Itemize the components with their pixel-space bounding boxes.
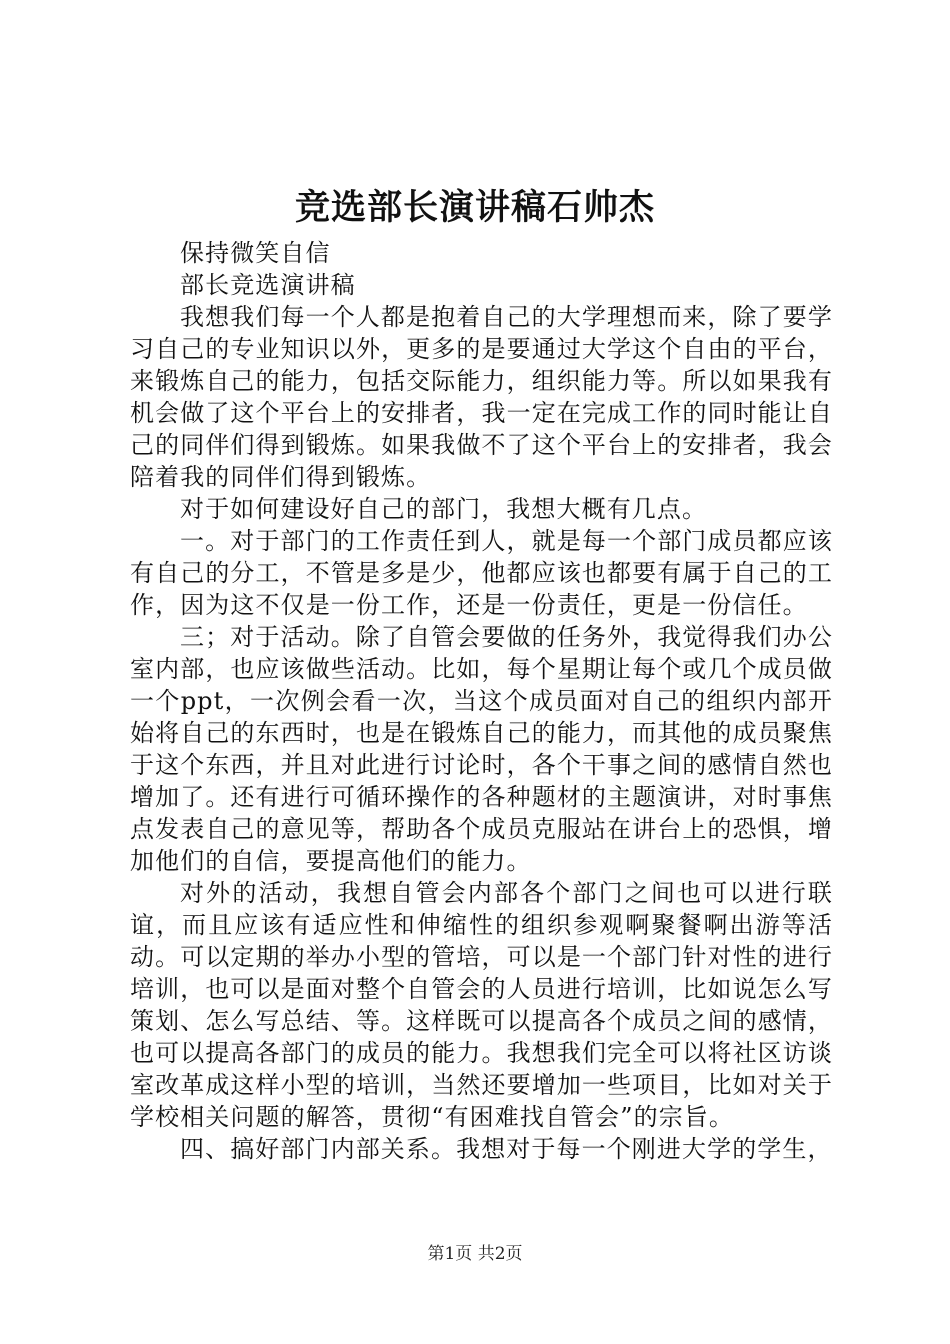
paragraph-8: 四、搞好部门内部关系。我想对于每一个刚进大学的学生， <box>180 1135 833 1163</box>
paragraph-1: 保持微笑自信 <box>180 239 331 267</box>
paragraph-6: 三；对于活动。除了自管会要做的任务外，我觉得我们办公室内部，也应该做些活动。比如，每个星期让每个或几个成员做一个ppt，一次例会看一次，当这个成员面对自己的组织内部开始将自己的东西时，也是在锻炼自己的能力，而其他的成员聚焦于这个东西，并且对此进行讨论时，各个干事之间的感情自然也增加了。还有进行可循环操作的各种题材的主题演讲，对时事焦点发表自己的意见等，帮助各个成员克服站在讲台上的恐惧，增加他们的自信，要提高他们的能力。 <box>130 623 833 875</box>
page-number-footer: 第1页 共2页 <box>427 1244 523 1264</box>
paragraph-3: 我想我们每一个人都是抱着自己的大学理想而来，除了要学习自己的专业知识以外，更多的是要通过大学这个自由的平台，来锻炼自己的能力，包括交际能力，组织能力等。所以如果我有机会做了这个平台上的安排者，我一定在完成工作的同时能让自己的同伴们得到锻炼。如果我做不了这个平台上的安排者，我会陪着我的同伴们得到锻炼。 <box>130 303 833 491</box>
paragraph-4: 对于如何建设好自己的部门，我想大概有几点。 <box>180 495 708 523</box>
document-body <box>130 237 833 1165</box>
paragraph-5: 一。对于部门的工作责任到人，就是每一个部门成员都应该有自己的分工，不管是多是少，他都应该也都要有属于自己的工作，因为这不仅是一份工作，还是一份责任，更是一份信任。 <box>130 527 833 619</box>
paragraph-2: 部长竞选演讲稿 <box>180 271 356 299</box>
paragraph-7: 对外的活动，我想自管会内部各个部门之间也可以进行联谊，而且应该有适应性和伸缩性的组织参观啊聚餐啊出游等活动。可以定期的举办小型的管培，可以是一个部门针对性的进行培训，也可以是面对整个自管会的人员进行培训，比如说怎么写策划、怎么写总结、等。这样既可以提高各个成员之间的感情，也可以提高各部门的成员的能力。我想我们完全可以将社区访谈室改革成这样小型的培训，当然还要增加一些项目，比如对关于学校相关问题的解答，贯彻“有困难找自管会”的宗旨。 <box>130 879 833 1131</box>
document-title: 竞选部长演讲稿石帅杰 <box>294 187 655 228</box>
